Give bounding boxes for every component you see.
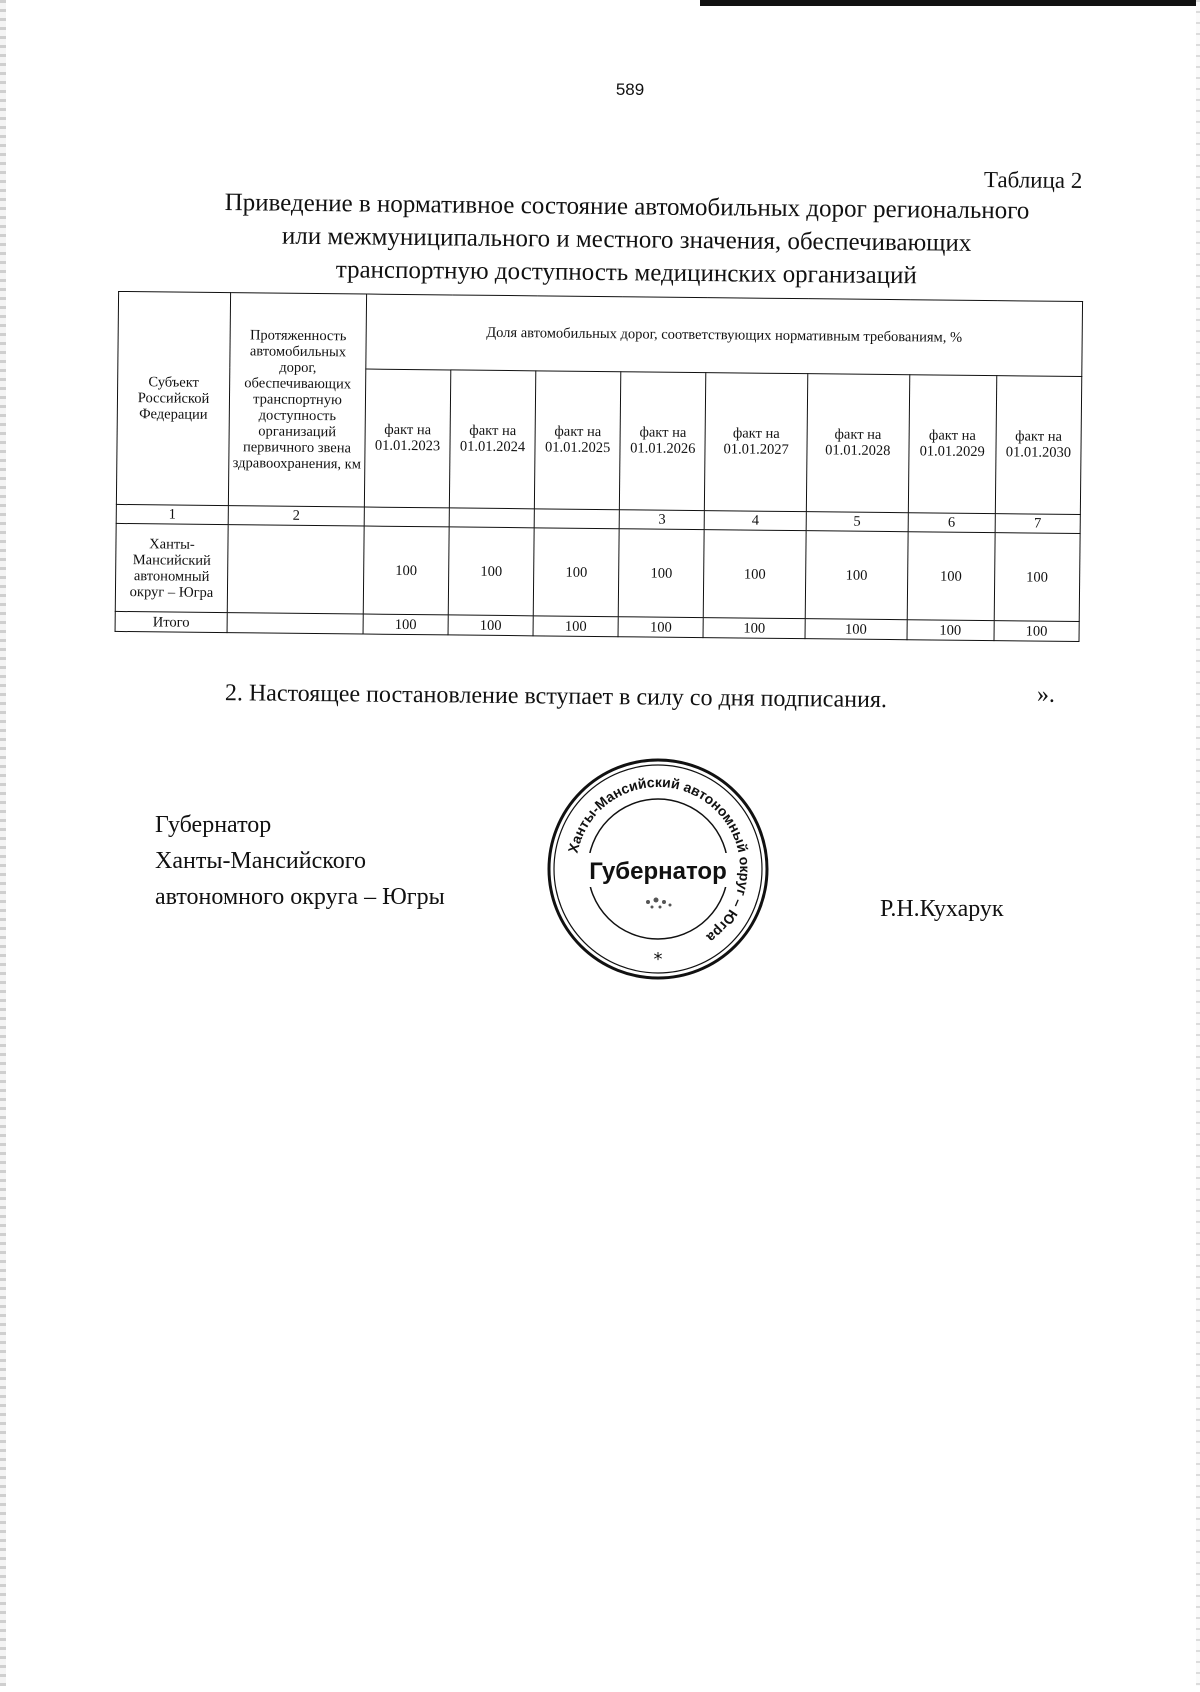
- roads-table: [115, 291, 1084, 642]
- title-line: или межмуниципального и местного значения, обеспечивающих: [281, 222, 972, 257]
- row-value: 100: [618, 617, 703, 638]
- row-value: 100: [805, 531, 908, 620]
- row-value: 100: [533, 616, 618, 637]
- page-number: 589: [615, 80, 645, 99]
- column-number: 7: [995, 514, 1080, 534]
- closing-quote: ».: [1036, 681, 1056, 708]
- seal-center-text: Губернатор: [589, 858, 727, 885]
- column-number: [534, 509, 619, 529]
- document-title: [161, 185, 1092, 294]
- column-number: [449, 508, 534, 528]
- row-value: 100: [448, 527, 534, 616]
- row-value: 100: [533, 528, 619, 617]
- seal-ring-text: Ханты-Мансийский автономный округ – Югра: [564, 773, 754, 946]
- column-number: [364, 507, 449, 527]
- header-fact: факт на 01.01.2029: [908, 375, 997, 514]
- header-fact: факт на 01.01.2025: [534, 371, 621, 510]
- row-subject: Итого: [115, 611, 227, 632]
- column-number: 4: [704, 511, 806, 531]
- row-value: 100: [363, 526, 449, 615]
- header-fact: факт на 01.01.2030: [995, 376, 1082, 515]
- seal-emblem-icon: [646, 898, 672, 909]
- effective-date-paragraph: 2. Настоящее постановление вступает в силу со дня подписания.: [224, 680, 888, 714]
- title-line: транспортную доступность медицинских организаций: [335, 256, 918, 290]
- governor-line: Ханты-Мансийского: [155, 848, 366, 874]
- signer-name: Р.Н.Кухарук: [880, 896, 1004, 922]
- column-number: 6: [908, 513, 995, 533]
- title-line: Приведение в нормативное состояние автомобильных дорог регионального: [224, 189, 1030, 225]
- seal-star-icon: *: [653, 949, 663, 970]
- row-length: [227, 525, 364, 614]
- row-value: 100: [994, 533, 1080, 622]
- column-number: 3: [619, 510, 704, 530]
- header-subject: Субъект Российской Федерации: [116, 291, 230, 505]
- row-value: 100: [805, 619, 907, 640]
- row-value: 100: [448, 615, 533, 636]
- row-value: 100: [907, 532, 995, 621]
- row-value: 100: [907, 620, 994, 641]
- column-number: 5: [806, 512, 908, 532]
- governor-line: Губернатор: [155, 812, 272, 838]
- header-fact: факт на 01.01.2028: [806, 374, 909, 513]
- header-length: Протяженность автомобильных дорог, обеспечивающих транспортную доступность организаций первичного звена здравоохранения, км: [228, 293, 366, 507]
- header-fact: факт на 01.01.2023: [364, 369, 451, 508]
- row-value: 100: [703, 618, 805, 639]
- header-fact: факт на 01.01.2024: [449, 370, 536, 509]
- row-value: 100: [618, 529, 704, 618]
- row-subject: Ханты-Мансийский автономный округ – Югра: [115, 523, 228, 612]
- table-label: Таблица 2: [983, 167, 1083, 194]
- header-fact: факт на 01.01.2026: [620, 372, 707, 511]
- table-row: [115, 523, 1080, 621]
- column-number: 1: [116, 504, 228, 524]
- column-number: 2: [228, 506, 364, 526]
- row-value: 100: [704, 530, 807, 619]
- governor-line: автономного округа – Югры: [155, 884, 445, 910]
- row-value: 100: [994, 621, 1079, 642]
- governor-title: [155, 807, 445, 915]
- row-value: 100: [363, 614, 448, 635]
- header-fact: факт на 01.01.2027: [705, 373, 808, 512]
- header-share: Доля автомобильных дорог, соответствующих нормативным требованиям, %: [366, 294, 1083, 376]
- row-length: [227, 613, 363, 634]
- official-seal: [546, 757, 770, 981]
